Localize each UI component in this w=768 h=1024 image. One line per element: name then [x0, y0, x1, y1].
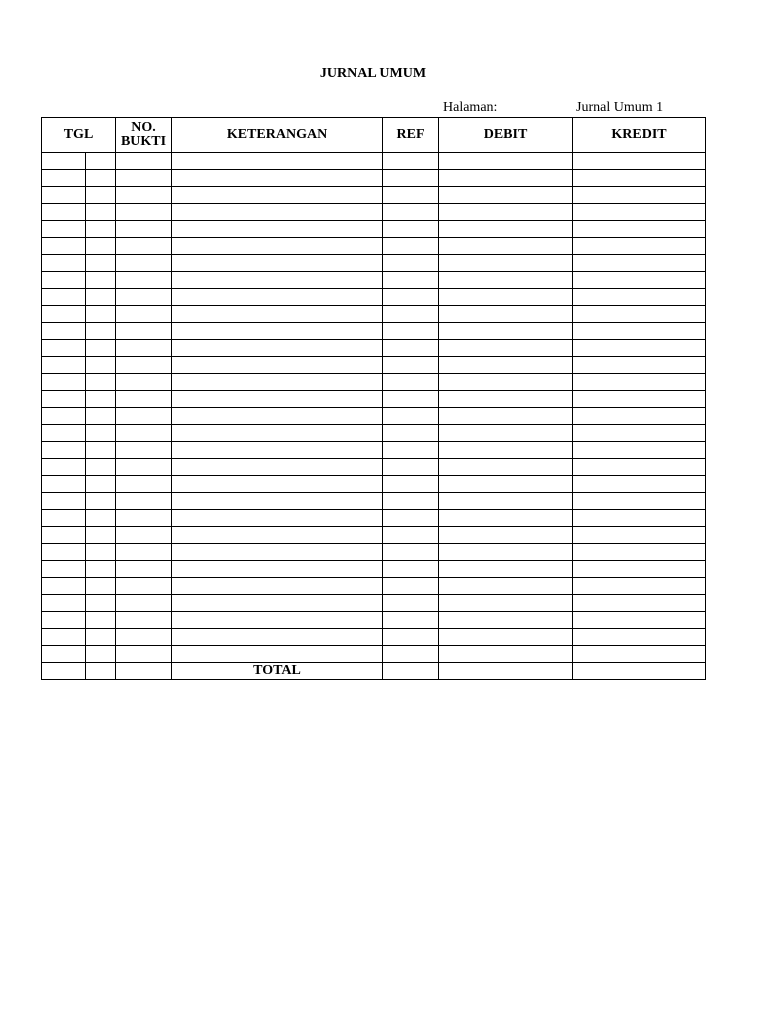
cell-no-bukti — [116, 153, 172, 170]
journal-row — [42, 255, 706, 272]
cell-keterangan — [172, 153, 383, 170]
cell-keterangan — [172, 340, 383, 357]
cell-keterangan — [172, 170, 383, 187]
cell-tgl-month — [86, 646, 116, 663]
journal-row — [42, 527, 706, 544]
cell-ref — [383, 187, 439, 204]
journal-row — [42, 646, 706, 663]
cell-keterangan — [172, 578, 383, 595]
cell-keterangan — [172, 476, 383, 493]
cell-ref — [383, 595, 439, 612]
cell-debit — [439, 204, 573, 221]
cell-ref — [383, 561, 439, 578]
cell-tgl-month — [86, 357, 116, 374]
header-tgl: TGL — [42, 118, 116, 153]
cell-kredit — [573, 170, 706, 187]
cell-debit — [439, 408, 573, 425]
cell-ref — [383, 221, 439, 238]
cell-no-bukti — [116, 306, 172, 323]
cell-ref — [383, 204, 439, 221]
cell-no-bukti — [116, 170, 172, 187]
cell-debit — [439, 561, 573, 578]
cell-no-bukti — [116, 561, 172, 578]
cell-tgl-day — [42, 476, 86, 493]
cell-debit — [439, 612, 573, 629]
cell-kredit — [573, 357, 706, 374]
cell-kredit — [573, 527, 706, 544]
journal-row — [42, 170, 706, 187]
cell-tgl-month — [86, 204, 116, 221]
total-cell-tgl-day — [42, 663, 86, 680]
cell-debit — [439, 357, 573, 374]
total-cell-no-bukti — [116, 663, 172, 680]
journal-row — [42, 629, 706, 646]
cell-debit — [439, 391, 573, 408]
cell-debit — [439, 527, 573, 544]
header-kredit: KREDIT — [573, 118, 706, 153]
cell-tgl-month — [86, 578, 116, 595]
cell-kredit — [573, 187, 706, 204]
cell-no-bukti — [116, 272, 172, 289]
cell-tgl-month — [86, 459, 116, 476]
cell-ref — [383, 255, 439, 272]
journal-row — [42, 544, 706, 561]
cell-tgl-day — [42, 493, 86, 510]
cell-tgl-day — [42, 170, 86, 187]
journal-row — [42, 289, 706, 306]
cell-tgl-month — [86, 544, 116, 561]
cell-no-bukti — [116, 476, 172, 493]
cell-no-bukti — [116, 442, 172, 459]
cell-tgl-month — [86, 238, 116, 255]
cell-no-bukti — [116, 527, 172, 544]
cell-debit — [439, 340, 573, 357]
journal-row — [42, 306, 706, 323]
cell-ref — [383, 306, 439, 323]
cell-tgl-month — [86, 425, 116, 442]
header-ref: REF — [383, 118, 439, 153]
cell-ref — [383, 425, 439, 442]
cell-kredit — [573, 238, 706, 255]
cell-no-bukti — [116, 612, 172, 629]
cell-debit — [439, 221, 573, 238]
journal-row — [42, 442, 706, 459]
page-value: Jurnal Umum 1 — [576, 100, 664, 115]
cell-ref — [383, 170, 439, 187]
cell-tgl-month — [86, 340, 116, 357]
cell-no-bukti — [116, 408, 172, 425]
cell-tgl-day — [42, 238, 86, 255]
journal-row — [42, 340, 706, 357]
cell-keterangan — [172, 289, 383, 306]
cell-keterangan — [172, 544, 383, 561]
cell-tgl-month — [86, 527, 116, 544]
cell-no-bukti — [116, 629, 172, 646]
cell-tgl-day — [42, 578, 86, 595]
cell-tgl-month — [86, 629, 116, 646]
journal-row — [42, 204, 706, 221]
journal-row — [42, 272, 706, 289]
journal-row — [42, 238, 706, 255]
cell-no-bukti — [116, 425, 172, 442]
cell-tgl-month — [86, 408, 116, 425]
cell-ref — [383, 544, 439, 561]
cell-no-bukti — [116, 493, 172, 510]
cell-tgl-month — [86, 187, 116, 204]
cell-tgl-day — [42, 527, 86, 544]
cell-tgl-month — [86, 493, 116, 510]
journal-body — [42, 153, 706, 680]
header-debit: DEBIT — [439, 118, 573, 153]
cell-ref — [383, 442, 439, 459]
journal-table — [41, 117, 706, 680]
journal-row — [42, 595, 706, 612]
cell-keterangan — [172, 510, 383, 527]
cell-kredit — [573, 323, 706, 340]
cell-tgl-day — [42, 561, 86, 578]
cell-debit — [439, 629, 573, 646]
cell-ref — [383, 272, 439, 289]
cell-keterangan — [172, 323, 383, 340]
cell-keterangan — [172, 646, 383, 663]
cell-tgl-day — [42, 204, 86, 221]
cell-debit — [439, 187, 573, 204]
cell-no-bukti — [116, 255, 172, 272]
header-keterangan: KETERANGAN — [172, 118, 383, 153]
cell-tgl-day — [42, 425, 86, 442]
cell-no-bukti — [116, 578, 172, 595]
journal-row — [42, 408, 706, 425]
total-kredit — [573, 663, 706, 680]
cell-ref — [383, 578, 439, 595]
cell-debit — [439, 289, 573, 306]
cell-keterangan — [172, 272, 383, 289]
cell-kredit — [573, 374, 706, 391]
cell-kredit — [573, 425, 706, 442]
cell-tgl-month — [86, 510, 116, 527]
cell-tgl-day — [42, 629, 86, 646]
total-cell-tgl-month — [86, 663, 116, 680]
cell-kredit — [573, 595, 706, 612]
cell-no-bukti — [116, 391, 172, 408]
cell-ref — [383, 527, 439, 544]
cell-debit — [439, 493, 573, 510]
document-title: JURNAL UMUM — [319, 66, 427, 81]
cell-debit — [439, 459, 573, 476]
cell-kredit — [573, 629, 706, 646]
cell-keterangan — [172, 561, 383, 578]
cell-debit — [439, 374, 573, 391]
cell-tgl-day — [42, 153, 86, 170]
cell-debit — [439, 153, 573, 170]
cell-no-bukti — [116, 459, 172, 476]
journal-row — [42, 374, 706, 391]
cell-tgl-month — [86, 255, 116, 272]
cell-keterangan — [172, 238, 383, 255]
cell-tgl-month — [86, 442, 116, 459]
total-cell-ref — [383, 663, 439, 680]
cell-kredit — [573, 408, 706, 425]
journal-row — [42, 476, 706, 493]
cell-no-bukti — [116, 289, 172, 306]
cell-debit — [439, 476, 573, 493]
cell-keterangan — [172, 374, 383, 391]
cell-ref — [383, 323, 439, 340]
cell-kredit — [573, 272, 706, 289]
cell-keterangan — [172, 629, 383, 646]
cell-tgl-day — [42, 544, 86, 561]
cell-ref — [383, 476, 439, 493]
journal-row — [42, 561, 706, 578]
cell-ref — [383, 493, 439, 510]
cell-no-bukti — [116, 544, 172, 561]
cell-debit — [439, 323, 573, 340]
cell-keterangan — [172, 459, 383, 476]
cell-no-bukti — [116, 357, 172, 374]
cell-ref — [383, 612, 439, 629]
cell-no-bukti — [116, 204, 172, 221]
cell-tgl-day — [42, 323, 86, 340]
cell-keterangan — [172, 255, 383, 272]
cell-tgl-day — [42, 306, 86, 323]
cell-kredit — [573, 255, 706, 272]
cell-debit — [439, 595, 573, 612]
cell-keterangan — [172, 612, 383, 629]
cell-ref — [383, 391, 439, 408]
cell-tgl-day — [42, 459, 86, 476]
cell-kredit — [573, 544, 706, 561]
cell-kredit — [573, 459, 706, 476]
cell-tgl-day — [42, 646, 86, 663]
cell-tgl-month — [86, 476, 116, 493]
journal-row — [42, 153, 706, 170]
cell-keterangan — [172, 357, 383, 374]
cell-keterangan — [172, 442, 383, 459]
cell-debit — [439, 544, 573, 561]
cell-debit — [439, 425, 573, 442]
cell-tgl-day — [42, 221, 86, 238]
cell-ref — [383, 459, 439, 476]
journal-row — [42, 221, 706, 238]
cell-tgl-month — [86, 612, 116, 629]
journal-row — [42, 187, 706, 204]
cell-kredit — [573, 578, 706, 595]
cell-keterangan — [172, 391, 383, 408]
cell-kredit — [573, 493, 706, 510]
cell-tgl-day — [42, 374, 86, 391]
cell-keterangan — [172, 408, 383, 425]
cell-debit — [439, 238, 573, 255]
cell-tgl-day — [42, 595, 86, 612]
cell-kredit — [573, 612, 706, 629]
total-label: TOTAL — [172, 663, 383, 680]
cell-no-bukti — [116, 323, 172, 340]
cell-no-bukti — [116, 340, 172, 357]
cell-keterangan — [172, 204, 383, 221]
cell-kredit — [573, 442, 706, 459]
cell-debit — [439, 510, 573, 527]
journal-row — [42, 493, 706, 510]
journal-row — [42, 510, 706, 527]
cell-tgl-day — [42, 187, 86, 204]
cell-no-bukti — [116, 510, 172, 527]
cell-debit — [439, 646, 573, 663]
cell-tgl-day — [42, 612, 86, 629]
journal-row — [42, 323, 706, 340]
cell-tgl-month — [86, 595, 116, 612]
cell-kredit — [573, 221, 706, 238]
cell-tgl-day — [42, 510, 86, 527]
header-no-bukti: NO. BUKTI — [116, 118, 172, 153]
cell-ref — [383, 238, 439, 255]
cell-debit — [439, 306, 573, 323]
cell-tgl-month — [86, 374, 116, 391]
cell-keterangan — [172, 306, 383, 323]
cell-kredit — [573, 510, 706, 527]
cell-tgl-month — [86, 170, 116, 187]
cell-ref — [383, 374, 439, 391]
cell-ref — [383, 646, 439, 663]
cell-tgl-day — [42, 391, 86, 408]
cell-ref — [383, 340, 439, 357]
cell-kredit — [573, 476, 706, 493]
cell-kredit — [573, 391, 706, 408]
cell-keterangan — [172, 425, 383, 442]
cell-tgl-day — [42, 340, 86, 357]
cell-ref — [383, 153, 439, 170]
cell-tgl-month — [86, 153, 116, 170]
cell-tgl-day — [42, 357, 86, 374]
journal-row — [42, 459, 706, 476]
cell-kredit — [573, 306, 706, 323]
cell-kredit — [573, 646, 706, 663]
cell-tgl-month — [86, 272, 116, 289]
cell-kredit — [573, 204, 706, 221]
header-row — [42, 118, 706, 153]
cell-tgl-day — [42, 408, 86, 425]
cell-kredit — [573, 340, 706, 357]
cell-tgl-month — [86, 323, 116, 340]
cell-debit — [439, 170, 573, 187]
cell-debit — [439, 442, 573, 459]
cell-keterangan — [172, 187, 383, 204]
cell-tgl-month — [86, 561, 116, 578]
cell-kredit — [573, 153, 706, 170]
cell-ref — [383, 357, 439, 374]
cell-keterangan — [172, 493, 383, 510]
journal-row — [42, 425, 706, 442]
cell-keterangan — [172, 527, 383, 544]
cell-no-bukti — [116, 595, 172, 612]
page-label: Halaman: — [443, 100, 498, 115]
cell-ref — [383, 510, 439, 527]
cell-tgl-month — [86, 221, 116, 238]
cell-tgl-month — [86, 306, 116, 323]
cell-no-bukti — [116, 646, 172, 663]
journal-row — [42, 357, 706, 374]
cell-debit — [439, 578, 573, 595]
journal-row — [42, 578, 706, 595]
cell-no-bukti — [116, 221, 172, 238]
total-row — [42, 663, 706, 680]
total-debit — [439, 663, 573, 680]
cell-tgl-day — [42, 442, 86, 459]
journal-row — [42, 612, 706, 629]
cell-kredit — [573, 561, 706, 578]
cell-tgl-day — [42, 272, 86, 289]
cell-no-bukti — [116, 238, 172, 255]
cell-no-bukti — [116, 374, 172, 391]
cell-tgl-month — [86, 391, 116, 408]
cell-debit — [439, 255, 573, 272]
cell-kredit — [573, 289, 706, 306]
cell-keterangan — [172, 221, 383, 238]
cell-debit — [439, 272, 573, 289]
cell-ref — [383, 629, 439, 646]
cell-tgl-day — [42, 289, 86, 306]
journal-row — [42, 391, 706, 408]
cell-tgl-month — [86, 289, 116, 306]
cell-tgl-day — [42, 255, 86, 272]
cell-ref — [383, 408, 439, 425]
cell-no-bukti — [116, 187, 172, 204]
cell-ref — [383, 289, 439, 306]
cell-keterangan — [172, 595, 383, 612]
